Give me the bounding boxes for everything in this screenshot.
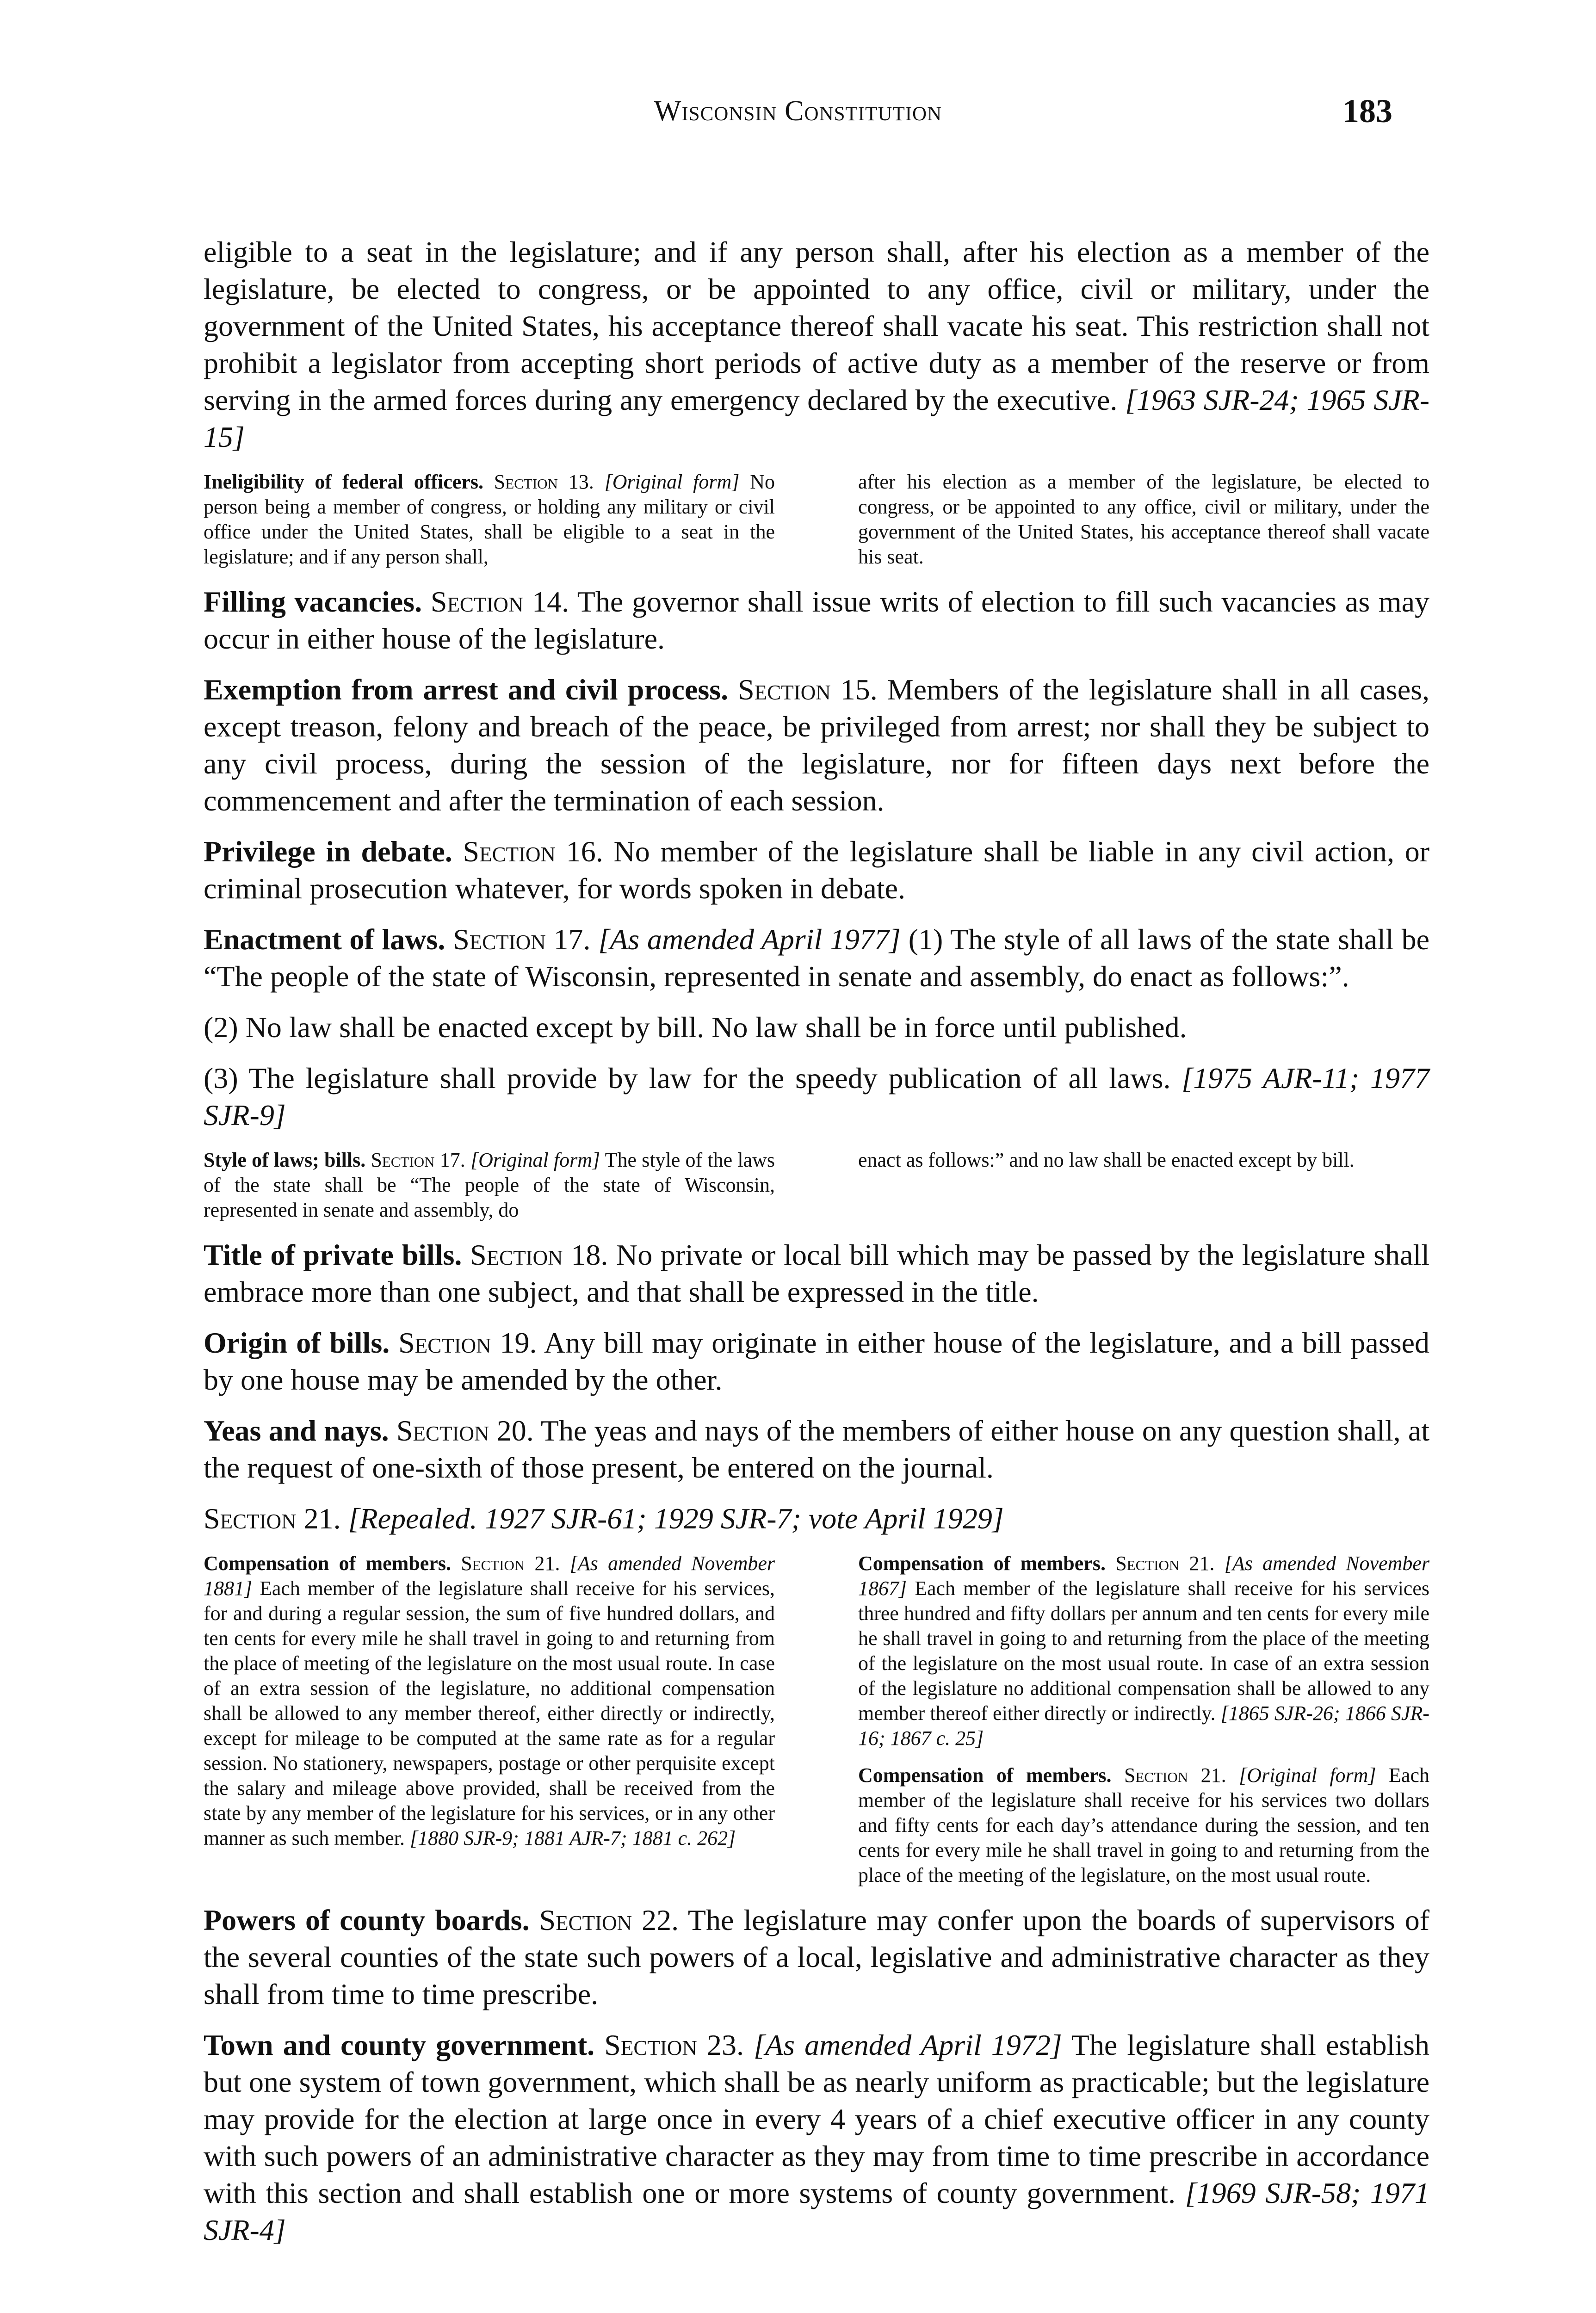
section-19: Origin of bills. Section 19. Any bill may originate in either house of the legislature, and a bill passed by one house may be amended by the other.: [204, 1326, 1430, 1396]
section-heading: Privilege in debate.: [204, 835, 452, 868]
section-heading: Enactment of laws.: [204, 923, 445, 956]
historical-note-section-13: Ineligibility of federal officers. Section 13. [Original form] No person being a member of congress, or holding any military or civil office under the United States, shall be eligible to a seat in the legislature; and if any person shall, after his election as a member of the legislature, be elected to congress, or be appointed to any office, civil or military, under the government of the United States, his acceptance thereof shall vacate his seat.: [204, 470, 1429, 568]
section-20: Yeas and nays. Section 20. The yeas and nays of the members of either house on any question shall, at the request of one-sixth of those present, be entered on the journal.: [204, 1414, 1430, 1484]
section-18: Title of private bills. Section 18. No private or local bill which may be passed by the legislature shall embrace more than one subject, and that shall be expressed in the title.: [204, 1238, 1430, 1308]
running-title: Wisconsin Constitution: [654, 95, 942, 127]
page-number: 183: [1342, 93, 1392, 130]
note-heading: Ineligibility of federal officers.: [204, 470, 483, 493]
note-heading: Compensation of members.: [858, 1764, 1112, 1787]
section-16: Privilege in debate. Section 16. No member of the legislature shall be liable in any civil action, or criminal prosecution whatever, for words spoken in debate.: [204, 835, 1430, 905]
note-heading: Style of laws; bills.: [204, 1149, 366, 1171]
section-heading: Title of private bills.: [204, 1238, 462, 1271]
section-heading: Yeas and nays.: [204, 1414, 389, 1447]
section-17-sub-3: (3) The legislature shall provide by law for the speedy publication of all laws. [1975 AJR-11; 1977 SJR-9]: [204, 1062, 1430, 1132]
note-heading: Compensation of members.: [858, 1552, 1106, 1575]
section-heading: Filling vacancies.: [204, 585, 422, 618]
note-heading: Compensation of members.: [204, 1552, 451, 1575]
citation: [1963 SJR-24; 1965 SJR-15]: [204, 383, 1430, 453]
section-17-sub-2: (2) No law shall be enacted except by bill. No law shall be in force until published.: [204, 1011, 1187, 1044]
section-22: Powers of county boards. Section 22. The legislature may confer upon the boards of supervisors of the several counties of the state such powers of a local, legislative and administrative character as they shall from time to time prescribe.: [204, 1904, 1430, 2010]
note-1867: Compensation of members. Section 21. [As amended November 1867] Each member of the legislature shall receive for his services three hundred and fifty dollars per annum and ten cents for every mile he shall travel in going to and returning from the place of the meeting of the legislature on the most usual route. In case of an extra session of the legislature no additional compensation shall be allowed to any member thereof either directly or indirectly. [1865 SJR-26; 1866 SJR-16; 1867 c. 25]: [858, 1552, 1430, 1750]
page-content: [204, 234, 1429, 2249]
section-heading: Origin of bills.: [204, 1326, 390, 1359]
note-1881: Compensation of members. Section 21. [As amended November 1881] Each member of the legislature shall receive for his services, for and during a regular session, the sum of five hundred dollars, and ten cents for every mile he shall travel in going to and returning from the place of meeting of the legislature on the most usual route. In case of an extra session of the legislature, no additional compensation shall be allowed to any member thereof, either directly or indirectly, except for mileage to be computed at the same rate as for a regular session. No stationery, newspapers, postage or other perquisite except the salary and mileage above provided, shall be received from the state by any member of the legislature for his services, or in any other manner as such member. [1880 SJR-9; 1881 AJR-7; 1881 c. 262]: [204, 1552, 775, 1849]
section-21-repealed: Section 21. [Repealed. 1927 SJR-61; 1929 SJR-7; vote April 1929]: [204, 1502, 1004, 1535]
historical-note-section-17: Style of laws; bills. Section 17. [Original form] The style of the laws of the state shall be “The people of the state of Wisconsin, represented in senate and assembly, do enact as follows:” and no law shall be enacted except by bill.: [204, 1149, 1355, 1221]
citation: [1969 SJR-58; 1971 SJR-4]: [204, 2177, 1430, 2246]
section-14: Filling vacancies. Section 14. The governor shall issue writs of election to fill such vacancies as may occur in either house of the legislature.: [204, 585, 1430, 655]
section-heading: Town and county government.: [204, 2029, 595, 2061]
section-23: Town and county government. Section 23. [As amended April 1972] The legislature shall establish but one system of town government, which shall be as nearly uniform as practicable; but the legislature may provide for the election at large once in every 4 years of a chief executive officer in any county with such powers of an administrative character as they may from time to time prescribe in accordance with this section and shall establish one or more systems of county government. [1969 SJR-58; 1971 SJR-4]: [204, 2029, 1430, 2246]
continued-paragraph: eligible to a seat in the legislature; and if any person shall, after his election as a member of the legislature, be elected to congress, or be appointed to any office, civil or military, under the government of the United States, his acceptance thereof shall vacate his seat. This restriction shall not prohibit a legislator from accepting short periods of active duty as a member of the reserve or from serving in the armed forces during any emergency declared by the executive. [1963 SJR-24; 1965 SJR-15]: [204, 235, 1430, 453]
historical-notes-section-21: [204, 1551, 1429, 1888]
section-heading: Exemption from arrest and civil process.: [204, 673, 729, 706]
section-heading: Powers of county boards.: [204, 1904, 530, 1936]
note-original: Compensation of members. Section 21. [Original form] Each member of the legislature shall receive for his services two dollars and fifty cents for each day’s attendance during the session, and ten cents for every mile he shall travel in going to and returning from the place of the meeting of the legislature, on the most usual route.: [858, 1764, 1429, 1886]
section-17: Enactment of laws. Section 17. [As amended April 1977] (1) The style of all laws of the state shall be “The people of the state of Wisconsin, represented in senate and assembly, do enact as follows:”.: [204, 923, 1430, 993]
section-15: Exemption from arrest and civil process. Section 15. Members of the legislature shall in all cases, except treason, felony and breach of the peace, be privileged from arrest; nor shall they be subject to any civil process, during the session of the legislature, nor for fifteen days next before the commencement and after the termination of each session.: [204, 673, 1430, 817]
running-head: [204, 95, 1392, 141]
citation: [1975 AJR-11; 1977 SJR-9]: [204, 1062, 1430, 1132]
